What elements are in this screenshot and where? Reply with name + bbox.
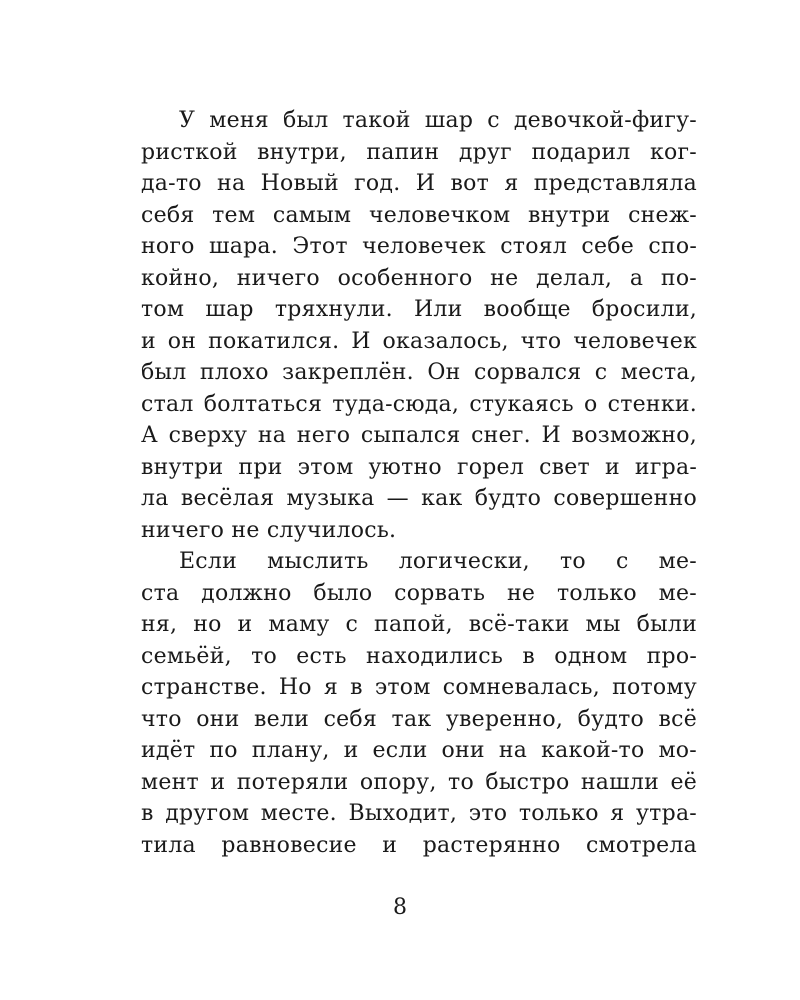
paragraph-2-line-6: что они вели себя так уверенно, будто всё <box>141 706 697 732</box>
paragraph-2-line-9: в другом месте. Выходит, это только я утра- <box>141 801 697 826</box>
paragraph-1-line-2: ристкой внутри, папин друг подарил ког- <box>141 139 697 165</box>
paragraph-2-line-8: мент и потеряли опору, то быстро нашли её <box>141 769 697 795</box>
paragraph-2-line-4: семьёй, то есть находились в одном про- <box>141 643 697 669</box>
paragraph-1-line-1: У меня был такой шар с девочкой-фигу- <box>179 108 697 133</box>
paragraph-2-line-10: тила равновесие и растерянно смотрела <box>141 832 697 858</box>
paragraph-2-line-3: ня, но и маму с папой, всё-таки мы были <box>141 612 697 637</box>
paragraph-1-line-10: стал болтаться туда-сюда, стукаясь о стенки. <box>141 391 697 417</box>
body-text <box>141 105 697 861</box>
paragraph-2-line-1: Если мыслить логически, то с ме- <box>179 549 697 574</box>
paragraph-1-line-13: ла весёлая музыка — как будто совершенно <box>141 486 697 511</box>
paragraph-1-line-11: А сверху на него сыпался снег. И возможно, <box>141 423 697 448</box>
paragraph-2-line-2: ста должно было сорвать не только ме- <box>141 580 697 606</box>
paragraph-1-line-8: и он покатился. И оказалось, что человечек <box>141 328 697 354</box>
paragraph-1-line-5: ного шара. Этот человечек стоял себе спо- <box>141 234 697 259</box>
paragraph-1-line-12: внутри при этом уютно горел свет и игра- <box>141 454 697 480</box>
paragraph-1-line-14: ничего не случилось. <box>141 517 397 543</box>
paragraph-1-line-6: койно, ничего особенного не делал, а по- <box>141 265 697 291</box>
paragraph-1-line-3: да-то на Новый год. И вот я представляла <box>141 171 697 196</box>
paragraph-2-line-5: странстве. Но я в этом сомневалась, потому <box>141 675 697 700</box>
paragraph-1-line-9: был плохо закреплён. Он сорвался с места, <box>141 360 697 385</box>
paragraph-2-line-7: идёт по плану, и если они на какой-то мо- <box>141 738 697 763</box>
page-number: 8 <box>393 895 407 920</box>
paragraph-1-line-7: том шар тряхнули. Или вообще бросили, <box>141 297 697 322</box>
paragraph-1-line-4: себя тем самым человечком внутри снеж- <box>141 202 697 228</box>
